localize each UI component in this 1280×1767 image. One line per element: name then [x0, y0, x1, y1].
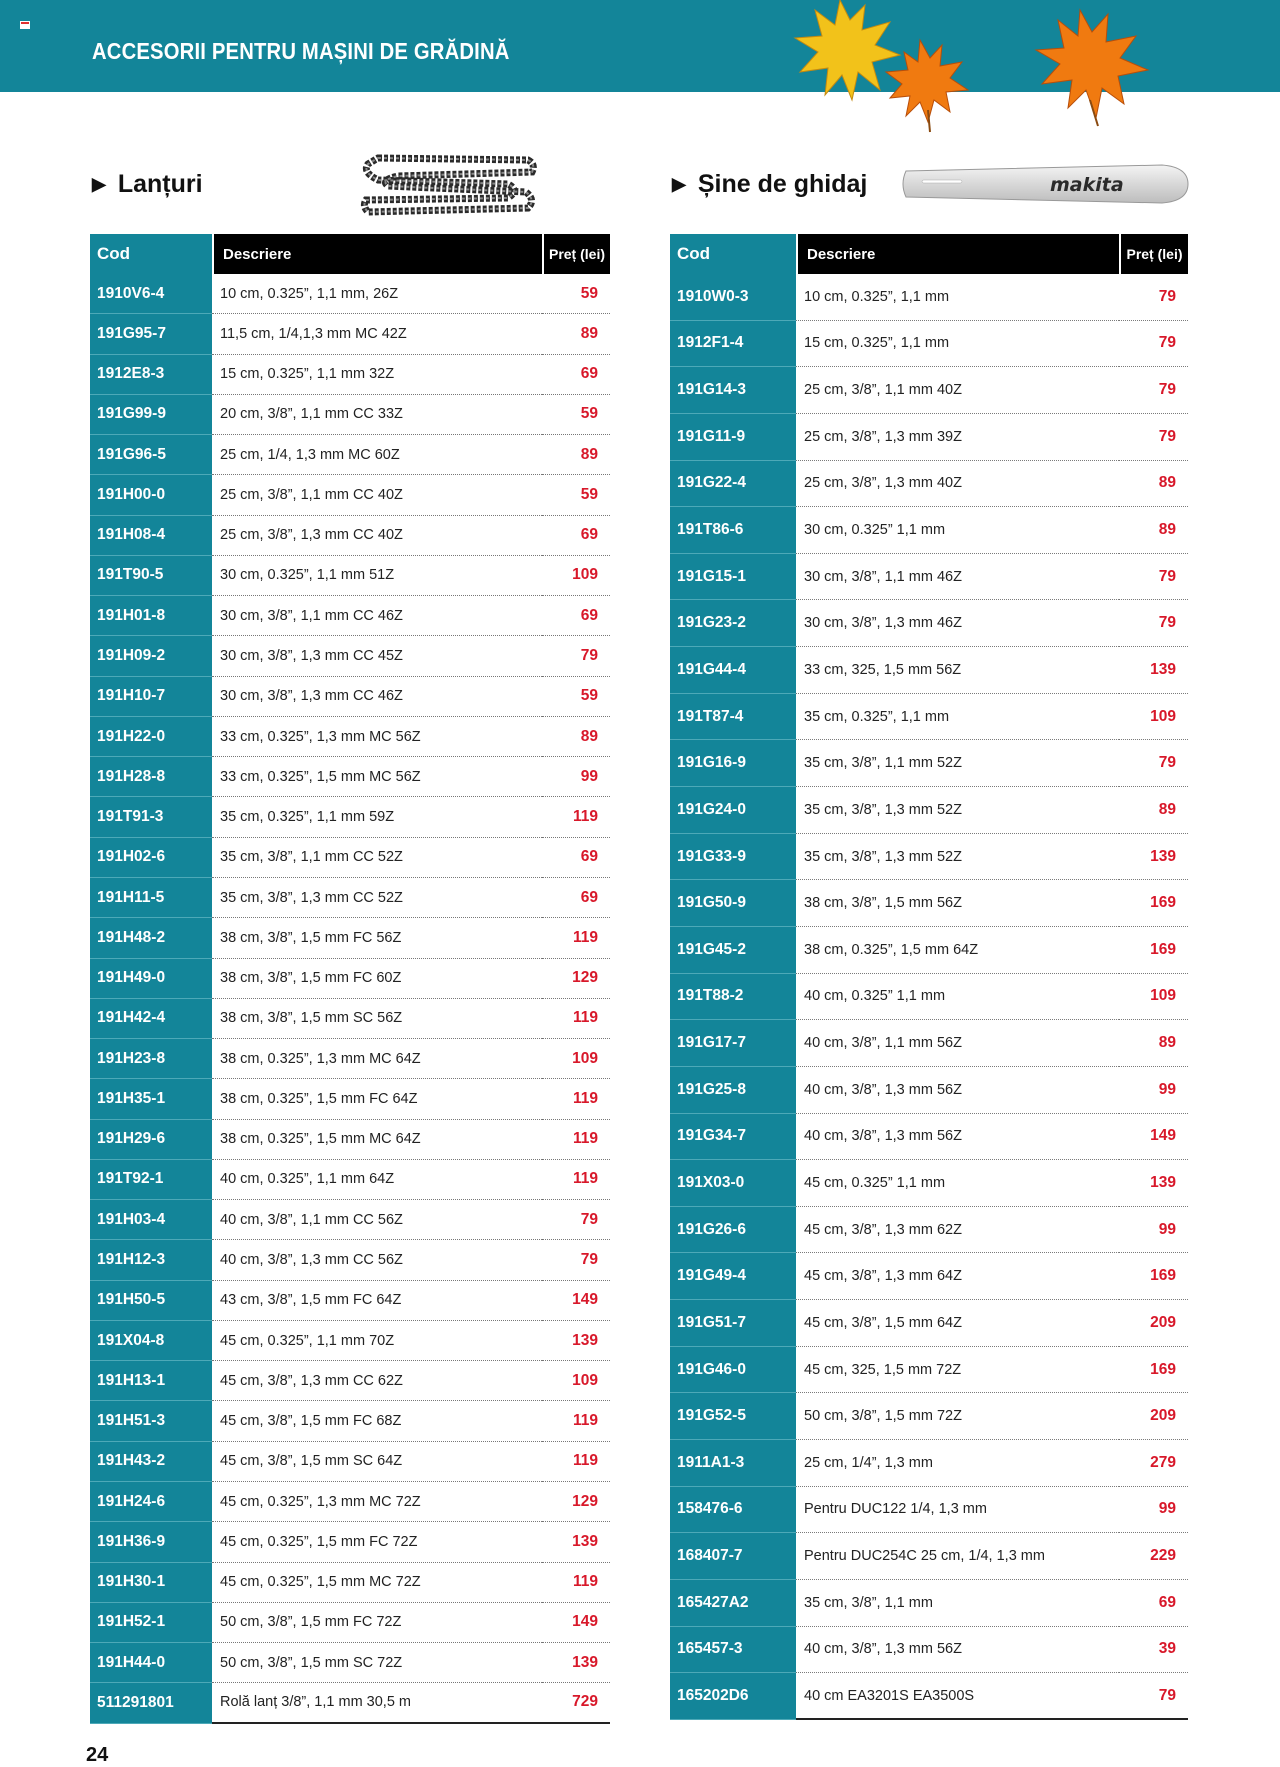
table-header [670, 234, 1188, 274]
guide-bar-image [900, 161, 1190, 207]
guide-bars-table [670, 234, 1188, 1720]
arrow-right-icon: ▶ [672, 174, 686, 194]
product-description: 25 cm, 1/4, 1,3 mm MC 60Z [212, 435, 542, 475]
product-code: 191H50-5 [90, 1281, 212, 1321]
table-row [670, 414, 1188, 461]
arrow-right-icon: ▶ [92, 174, 106, 194]
product-code: 191G50-9 [670, 880, 796, 927]
table-row [90, 1643, 610, 1683]
table-row [90, 1603, 610, 1643]
product-price: 39 [1119, 1627, 1188, 1674]
product-price: 279 [1119, 1440, 1188, 1487]
product-description: 33 cm, 0.325”, 1,3 mm MC 56Z [212, 717, 542, 757]
product-description: 38 cm, 3/8”, 1,5 mm 56Z [796, 880, 1119, 927]
table-row [90, 435, 610, 475]
product-code: 191H36-9 [90, 1522, 212, 1562]
table-row [670, 787, 1188, 834]
product-price: 69 [542, 878, 610, 918]
table-row [90, 757, 610, 797]
product-description: 33 cm, 325, 1,5 mm 56Z [796, 647, 1119, 694]
product-price: 69 [542, 355, 610, 395]
product-code: 191T90-5 [90, 556, 212, 596]
product-price: 59 [542, 475, 610, 515]
product-code: 191G34-7 [670, 1114, 796, 1161]
product-code: 511291801 [90, 1683, 212, 1723]
product-code: 191T91-3 [90, 797, 212, 837]
table-row [670, 1673, 1188, 1720]
table-row [90, 636, 610, 676]
product-price: 139 [1119, 834, 1188, 881]
table-row [670, 554, 1188, 601]
table-row [670, 1253, 1188, 1300]
table-row [670, 1347, 1188, 1394]
product-price: 119 [542, 1563, 610, 1603]
table-row [90, 1683, 610, 1723]
table-row [670, 461, 1188, 508]
product-price: 99 [1119, 1207, 1188, 1254]
product-description: 30 cm, 3/8”, 1,3 mm CC 45Z [212, 636, 542, 676]
product-price: 79 [1119, 414, 1188, 461]
product-description: 35 cm, 3/8”, 1,1 mm 52Z [796, 740, 1119, 787]
table-row [670, 1627, 1188, 1674]
table-row [670, 1580, 1188, 1627]
product-description: Pentru DUC122 1/4, 1,3 mm [796, 1487, 1119, 1534]
table-row [670, 647, 1188, 694]
product-code: 191G23-2 [670, 600, 796, 647]
product-code: 191H52-1 [90, 1603, 212, 1643]
product-description: 50 cm, 3/8”, 1,5 mm 72Z [796, 1393, 1119, 1440]
page-number: 24 [86, 1744, 109, 1766]
table-row [90, 516, 610, 556]
product-code: 191G44-4 [670, 647, 796, 694]
product-price: 89 [542, 314, 610, 354]
product-code: 191H12-3 [90, 1240, 212, 1280]
product-price: 89 [1119, 507, 1188, 554]
product-description: 45 cm, 3/8”, 1,3 mm 64Z [796, 1253, 1119, 1300]
product-price: 149 [542, 1603, 610, 1643]
product-price: 59 [542, 395, 610, 435]
table-row [90, 1039, 610, 1079]
product-code: 191T87-4 [670, 694, 796, 741]
product-code: 191H42-4 [90, 999, 212, 1039]
product-code: 158476-6 [670, 1487, 796, 1534]
table-row [670, 694, 1188, 741]
product-description: 25 cm, 3/8”, 1,3 mm 40Z [796, 461, 1119, 508]
table-header [90, 234, 610, 274]
product-description: Pentru DUC254C 25 cm, 1/4, 1,3 mm [796, 1533, 1119, 1580]
table-row [90, 1321, 610, 1361]
product-code: 165457-3 [670, 1627, 796, 1674]
product-code: 191T88-2 [670, 974, 796, 1021]
product-code: 191H10-7 [90, 677, 212, 717]
product-price: 129 [542, 959, 610, 999]
product-price: 119 [542, 999, 610, 1039]
product-code: 191H11-5 [90, 878, 212, 918]
product-code: 191G52-5 [670, 1393, 796, 1440]
product-price: 69 [542, 838, 610, 878]
table-row [670, 600, 1188, 647]
table-row [670, 1393, 1188, 1440]
product-description: 35 cm, 3/8”, 1,1 mm CC 52Z [212, 838, 542, 878]
table-row [90, 355, 610, 395]
product-description: 45 cm, 0.325”, 1,1 mm 70Z [212, 1321, 542, 1361]
section-title-guide-bars: ▶ Șine de ghidaj [672, 170, 868, 198]
product-price: 139 [542, 1522, 610, 1562]
product-code: 191G26-6 [670, 1207, 796, 1254]
table-row [90, 838, 610, 878]
product-description: 25 cm, 3/8”, 1,3 mm CC 40Z [212, 516, 542, 556]
table-row [90, 1361, 610, 1401]
table-row [670, 1487, 1188, 1534]
product-price: 79 [1119, 554, 1188, 601]
product-code: 191X04-8 [90, 1321, 212, 1361]
column-header-descriere: Descriere [212, 234, 542, 274]
product-description: 38 cm, 0.325”, 1,5 mm 64Z [796, 927, 1119, 974]
product-description: 45 cm, 0.325”, 1,5 mm MC 72Z [212, 1563, 542, 1603]
chains-table [90, 234, 610, 1724]
product-price: 149 [1119, 1114, 1188, 1161]
product-price: 139 [542, 1643, 610, 1683]
product-description: 45 cm, 3/8”, 1,3 mm 62Z [796, 1207, 1119, 1254]
table-row [90, 918, 610, 958]
product-price: 169 [1119, 880, 1188, 927]
table-row [670, 740, 1188, 787]
product-description: 30 cm, 3/8”, 1,3 mm CC 46Z [212, 677, 542, 717]
table-body [90, 274, 610, 1724]
table-row [670, 507, 1188, 554]
product-description: 50 cm, 3/8”, 1,5 mm FC 72Z [212, 1603, 542, 1643]
product-description: 10 cm, 0.325”, 1,1 mm, 26Z [212, 274, 542, 314]
product-price: 79 [542, 1240, 610, 1280]
product-price: 89 [542, 435, 610, 475]
product-price: 69 [542, 516, 610, 556]
table-row [90, 999, 610, 1039]
product-description: 15 cm, 0.325”, 1,1 mm [796, 321, 1119, 368]
product-description: 45 cm, 0.325” 1,1 mm [796, 1160, 1119, 1207]
product-price: 229 [1119, 1533, 1188, 1580]
product-description: 40 cm, 0.325”, 1,1 mm 64Z [212, 1160, 542, 1200]
product-code: 191G96-5 [90, 435, 212, 475]
table-row [90, 1281, 610, 1321]
product-description: 43 cm, 3/8”, 1,5 mm FC 64Z [212, 1281, 542, 1321]
product-price: 169 [1119, 927, 1188, 974]
table-row [670, 1207, 1188, 1254]
table-row [90, 1522, 610, 1562]
section-title-chains: ▶ Lanțuri [92, 170, 203, 198]
product-description: 38 cm, 0.325”, 1,3 mm MC 64Z [212, 1039, 542, 1079]
table-row [90, 1160, 610, 1200]
product-price: 139 [542, 1321, 610, 1361]
product-code: 1912F1-4 [670, 321, 796, 368]
column-header-descriere: Descriere [796, 234, 1119, 274]
product-price: 79 [1119, 600, 1188, 647]
product-price: 119 [542, 1401, 610, 1441]
table-row [670, 1160, 1188, 1207]
product-description: 33 cm, 0.325”, 1,5 mm MC 56Z [212, 757, 542, 797]
product-code: 1910W0-3 [670, 274, 796, 321]
product-code: 191H30-1 [90, 1563, 212, 1603]
product-description: 40 cm EA3201S EA3500S [796, 1673, 1119, 1720]
product-code: 191G17-7 [670, 1020, 796, 1067]
product-description: 40 cm, 3/8”, 1,3 mm 56Z [796, 1627, 1119, 1674]
product-description: 35 cm, 0.325”, 1,1 mm [796, 694, 1119, 741]
product-description: 25 cm, 3/8”, 1,1 mm 40Z [796, 367, 1119, 414]
table-row [670, 1533, 1188, 1580]
page-title: ACCESORII PENTRU MAȘINI DE GRĂDINĂ [92, 38, 510, 64]
autumn-leaves-icon [780, 0, 1240, 135]
product-price: 79 [1119, 740, 1188, 787]
product-description: 38 cm, 3/8”, 1,5 mm SC 56Z [212, 999, 542, 1039]
column-header-pret: Preț (lei) [542, 234, 610, 274]
product-price: 119 [542, 1079, 610, 1119]
product-code: 191H22-0 [90, 717, 212, 757]
table-row [90, 274, 610, 314]
product-description: 30 cm, 3/8”, 1,1 mm CC 46Z [212, 596, 542, 636]
product-code: 168407-7 [670, 1533, 796, 1580]
product-code: 191G95-7 [90, 314, 212, 354]
product-description: 40 cm, 3/8”, 1,1 mm 56Z [796, 1020, 1119, 1067]
product-code: 191H29-6 [90, 1120, 212, 1160]
product-price: 139 [1119, 1160, 1188, 1207]
product-code: 191H09-2 [90, 636, 212, 676]
product-code: 191G45-2 [670, 927, 796, 974]
product-description: 15 cm, 0.325”, 1,1 mm 32Z [212, 355, 542, 395]
product-description: 38 cm, 0.325”, 1,5 mm MC 64Z [212, 1120, 542, 1160]
product-code: 191H43-2 [90, 1442, 212, 1482]
product-description: 45 cm, 3/8”, 1,5 mm FC 68Z [212, 1401, 542, 1441]
table-row [670, 1020, 1188, 1067]
chain-image [358, 150, 540, 218]
product-price: 89 [1119, 787, 1188, 834]
flag-icon [20, 21, 30, 29]
product-code: 191G49-4 [670, 1253, 796, 1300]
header-banner [0, 0, 1280, 92]
product-price: 119 [542, 797, 610, 837]
product-code: 191H28-8 [90, 757, 212, 797]
table-row [90, 1563, 610, 1603]
product-code: 191H49-0 [90, 959, 212, 999]
product-code: 191H00-0 [90, 475, 212, 515]
product-code: 191H01-8 [90, 596, 212, 636]
product-price: 109 [542, 1361, 610, 1401]
product-code: 1910V6-4 [90, 274, 212, 314]
table-row [90, 395, 610, 435]
product-description: 25 cm, 3/8”, 1,1 mm CC 40Z [212, 475, 542, 515]
product-code: 191H24-6 [90, 1482, 212, 1522]
product-code: 1912E8-3 [90, 355, 212, 395]
table-row [90, 1240, 610, 1280]
product-code: 1911A1-3 [670, 1440, 796, 1487]
product-code: 191T86-6 [670, 507, 796, 554]
product-code: 191G11-9 [670, 414, 796, 461]
product-code: 191G15-1 [670, 554, 796, 601]
product-code: 191H51-3 [90, 1401, 212, 1441]
product-price: 59 [542, 274, 610, 314]
product-description: 45 cm, 325, 1,5 mm 72Z [796, 1347, 1119, 1394]
product-code: 191H03-4 [90, 1200, 212, 1240]
product-code: 191H48-2 [90, 918, 212, 958]
product-price: 169 [1119, 1347, 1188, 1394]
product-price: 79 [1119, 321, 1188, 368]
table-row [90, 314, 610, 354]
product-price: 59 [542, 677, 610, 717]
product-price: 109 [542, 556, 610, 596]
product-price: 79 [1119, 274, 1188, 321]
table-row [670, 1440, 1188, 1487]
product-description: 30 cm, 3/8”, 1,3 mm 46Z [796, 600, 1119, 647]
product-price: 69 [1119, 1580, 1188, 1627]
product-description: 45 cm, 3/8”, 1,5 mm SC 64Z [212, 1442, 542, 1482]
product-price: 99 [1119, 1067, 1188, 1114]
product-code: 191G14-3 [670, 367, 796, 414]
product-description: 40 cm, 3/8”, 1,1 mm CC 56Z [212, 1200, 542, 1240]
table-row [90, 797, 610, 837]
product-code: 191H13-1 [90, 1361, 212, 1401]
product-price: 89 [542, 717, 610, 757]
table-row [90, 596, 610, 636]
product-price: 139 [1119, 647, 1188, 694]
column-header-cod: Cod [90, 234, 212, 274]
product-description: 38 cm, 0.325”, 1,5 mm FC 64Z [212, 1079, 542, 1119]
product-price: 99 [542, 757, 610, 797]
product-description: 30 cm, 3/8”, 1,1 mm 46Z [796, 554, 1119, 601]
product-code: 191G22-4 [670, 461, 796, 508]
product-code: 191G24-0 [670, 787, 796, 834]
product-description: 45 cm, 0.325”, 1,3 mm MC 72Z [212, 1482, 542, 1522]
table-row [670, 927, 1188, 974]
table-row [90, 1482, 610, 1522]
product-description: Rolă lanț 3/8”, 1,1 mm 30,5 m [212, 1683, 542, 1723]
product-code: 191G16-9 [670, 740, 796, 787]
product-description: 40 cm, 0.325” 1,1 mm [796, 974, 1119, 1021]
product-description: 20 cm, 3/8”, 1,1 mm CC 33Z [212, 395, 542, 435]
makita-logo: makita [1050, 174, 1124, 196]
product-code: 191X03-0 [670, 1160, 796, 1207]
product-price: 79 [1119, 367, 1188, 414]
table-row [90, 1442, 610, 1482]
product-price: 109 [1119, 974, 1188, 1021]
product-price: 79 [542, 1200, 610, 1240]
product-description: 38 cm, 3/8”, 1,5 mm FC 56Z [212, 918, 542, 958]
product-code: 191H23-8 [90, 1039, 212, 1079]
product-description: 35 cm, 3/8”, 1,3 mm CC 52Z [212, 878, 542, 918]
product-code: 191T92-1 [90, 1160, 212, 1200]
product-description: 25 cm, 3/8”, 1,3 mm 39Z [796, 414, 1119, 461]
product-code: 191G33-9 [670, 834, 796, 881]
product-price: 109 [542, 1039, 610, 1079]
product-code: 191G51-7 [670, 1300, 796, 1347]
table-row [670, 321, 1188, 368]
table-row [670, 274, 1188, 321]
product-description: 50 cm, 3/8”, 1,5 mm SC 72Z [212, 1643, 542, 1683]
product-code: 191H08-4 [90, 516, 212, 556]
product-price: 109 [1119, 694, 1188, 741]
table-row [90, 1079, 610, 1119]
product-description: 35 cm, 3/8”, 1,1 mm [796, 1580, 1119, 1627]
product-price: 89 [1119, 461, 1188, 508]
product-description: 40 cm, 3/8”, 1,3 mm 56Z [796, 1067, 1119, 1114]
product-description: 25 cm, 1/4”, 1,3 mm [796, 1440, 1119, 1487]
table-row [90, 556, 610, 596]
product-price: 149 [542, 1281, 610, 1321]
product-code: 165427A2 [670, 1580, 796, 1627]
table-row [90, 959, 610, 999]
table-row [670, 1300, 1188, 1347]
product-description: 45 cm, 0.325”, 1,5 mm FC 72Z [212, 1522, 542, 1562]
product-price: 119 [542, 1442, 610, 1482]
product-description: 35 cm, 3/8”, 1,3 mm 52Z [796, 787, 1119, 834]
product-code: 191G25-8 [670, 1067, 796, 1114]
product-code: 191G46-0 [670, 1347, 796, 1394]
product-price: 129 [542, 1482, 610, 1522]
product-description: 11,5 cm, 1/4,1,3 mm MC 42Z [212, 314, 542, 354]
product-description: 40 cm, 3/8”, 1,3 mm 56Z [796, 1114, 1119, 1161]
product-price: 209 [1119, 1300, 1188, 1347]
product-description: 45 cm, 3/8”, 1,3 mm CC 62Z [212, 1361, 542, 1401]
product-price: 99 [1119, 1487, 1188, 1534]
table-row [670, 880, 1188, 927]
table-row [90, 717, 610, 757]
product-price: 729 [542, 1683, 610, 1723]
product-price: 209 [1119, 1393, 1188, 1440]
table-row [90, 475, 610, 515]
table-row [90, 677, 610, 717]
product-description: 38 cm, 3/8”, 1,5 mm FC 60Z [212, 959, 542, 999]
product-code: 191H44-0 [90, 1643, 212, 1683]
product-price: 119 [542, 1160, 610, 1200]
product-price: 79 [542, 636, 610, 676]
product-price: 119 [542, 918, 610, 958]
table-body [670, 274, 1188, 1720]
product-description: 35 cm, 0.325”, 1,1 mm 59Z [212, 797, 542, 837]
product-price: 89 [1119, 1020, 1188, 1067]
product-price: 119 [542, 1120, 610, 1160]
product-description: 10 cm, 0.325”, 1,1 mm [796, 274, 1119, 321]
product-description: 35 cm, 3/8”, 1,3 mm 52Z [796, 834, 1119, 881]
product-price: 79 [1119, 1673, 1188, 1720]
table-row [670, 834, 1188, 881]
table-row [90, 1200, 610, 1240]
product-code: 165202D6 [670, 1673, 796, 1720]
product-description: 45 cm, 3/8”, 1,5 mm 64Z [796, 1300, 1119, 1347]
table-row [90, 1120, 610, 1160]
column-header-cod: Cod [670, 234, 796, 274]
table-row [670, 1067, 1188, 1114]
product-price: 69 [542, 596, 610, 636]
table-row [90, 878, 610, 918]
product-price: 169 [1119, 1253, 1188, 1300]
table-row [670, 1114, 1188, 1161]
product-code: 191G99-9 [90, 395, 212, 435]
table-row [90, 1401, 610, 1441]
table-row [670, 974, 1188, 1021]
product-description: 30 cm, 0.325” 1,1 mm [796, 507, 1119, 554]
product-code: 191H35-1 [90, 1079, 212, 1119]
product-code: 191H02-6 [90, 838, 212, 878]
product-description: 30 cm, 0.325”, 1,1 mm 51Z [212, 556, 542, 596]
product-description: 40 cm, 3/8”, 1,3 mm CC 56Z [212, 1240, 542, 1280]
column-header-pret: Preț (lei) [1119, 234, 1188, 274]
table-row [670, 367, 1188, 414]
